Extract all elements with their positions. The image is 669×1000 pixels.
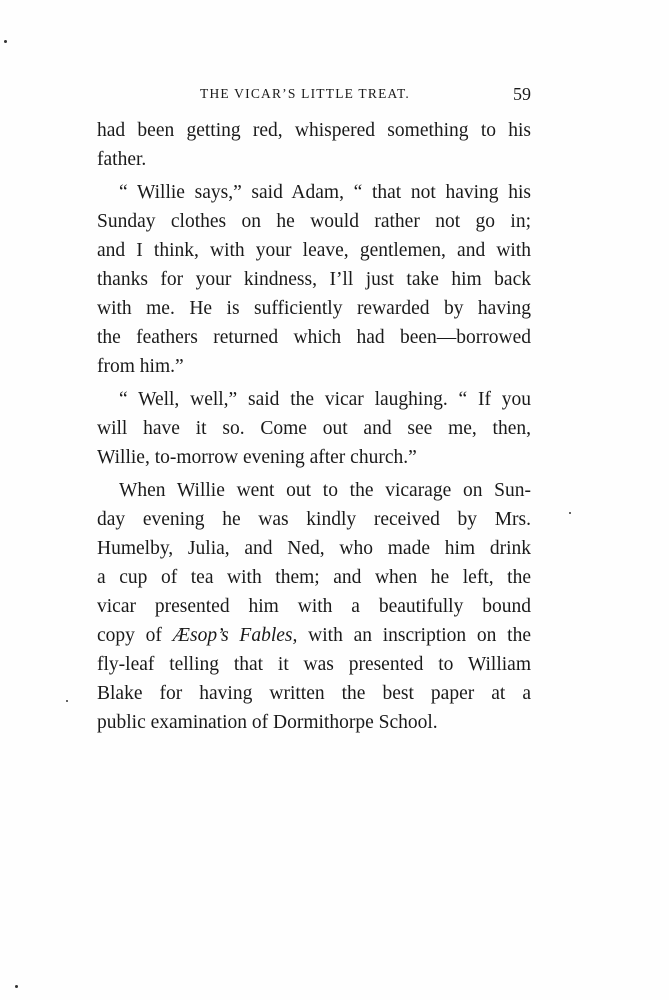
text-line: vicar presented him with a beautifully bound: [97, 596, 531, 617]
text-line: father.: [97, 149, 147, 170]
text-line: thanks for your kindness, I’ll just take him back: [97, 269, 531, 290]
running-head: [97, 84, 531, 108]
text-line: “ Well, well,” said the vicar laughing. “ If you: [119, 389, 531, 410]
text-line: Sunday clothes on he would rather not go in;: [97, 211, 531, 232]
text-line: Blake for having written the best paper at a: [97, 683, 531, 704]
text-line: from him.”: [97, 356, 184, 377]
margin-speck: [66, 700, 68, 702]
text-fragment: copy of: [97, 625, 173, 646]
text-line: “ Willie says,” said Adam, “ that not having his: [119, 182, 531, 203]
body-text: [97, 116, 531, 737]
text-fragment: with an inscription on the: [297, 625, 531, 646]
text-line: and I think, with your leave, gentlemen, and with: [97, 240, 531, 261]
text-line: a cup of tea with them; and when he left, the: [97, 567, 531, 588]
margin-speck: [4, 40, 7, 43]
text-line: had been getting red, whispered something to his: [97, 120, 531, 141]
text-line: will have it so. Come out and see me, then,: [97, 418, 531, 439]
text-line: fly-leaf telling that it was presented to William: [97, 654, 531, 675]
text-line: with me. He is sufficiently rewarded by having: [97, 298, 531, 319]
page-number: 59: [513, 84, 531, 104]
running-title: THE VICAR’S LITTLE TREAT.: [200, 86, 410, 101]
margin-speck: [569, 512, 571, 514]
book-title: Æsop’s Fables,: [172, 625, 298, 646]
text-line: When Willie went out to the vicarage on Sun-: [119, 480, 531, 501]
margin-speck: [15, 985, 18, 988]
text-line: Humelby, Julia, and Ned, who made him drink: [97, 538, 531, 559]
text-line: Willie, to-morrow evening after church.”: [97, 447, 417, 468]
text-line: the feathers returned which had been—borrowed: [97, 327, 531, 348]
text-line-with-title: [97, 621, 531, 650]
text-line: day evening he was kindly received by Mrs.: [97, 509, 531, 530]
text-line: public examination of Dormithorpe School.: [97, 712, 438, 733]
